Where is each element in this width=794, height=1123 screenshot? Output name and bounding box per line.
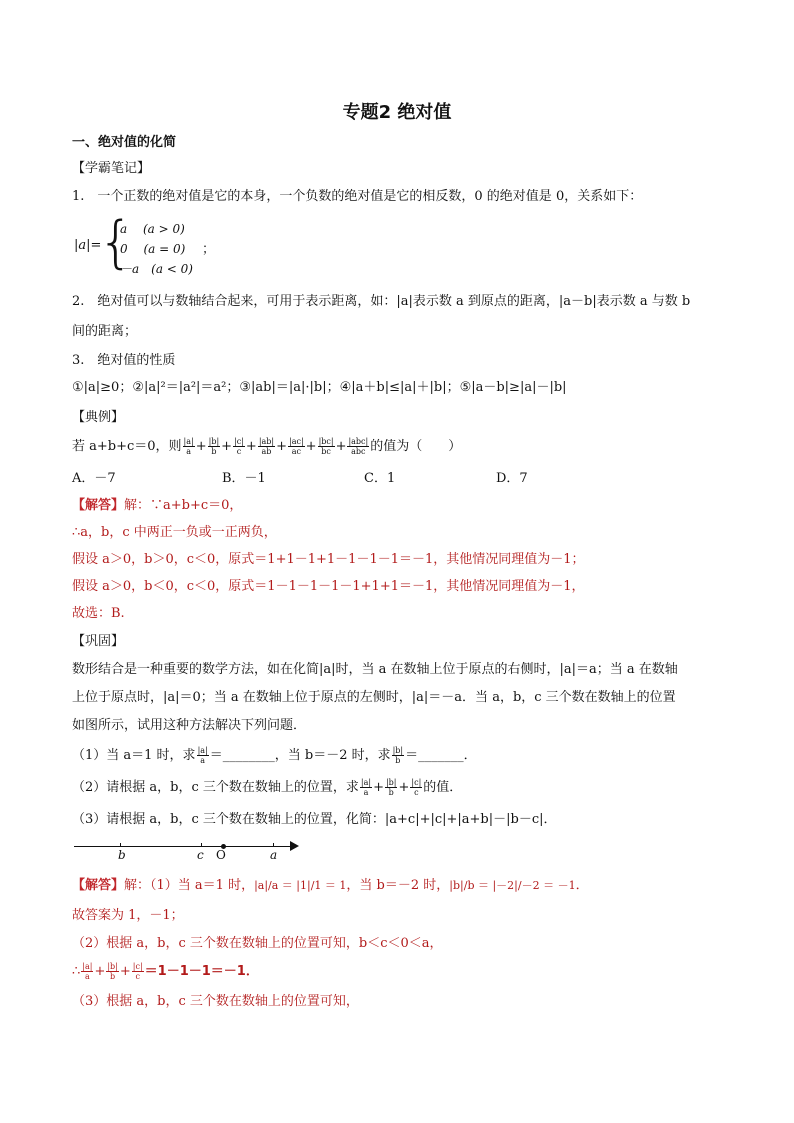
piecewise-case-2: 0 (a = 0) — [120, 242, 186, 256]
piecewise-semicolon: ； — [202, 242, 216, 257]
solution-line-1 — [72, 876, 589, 896]
point-label-o: O — [216, 848, 226, 862]
q1-prefix: （1）当 a＝1 时，求 — [72, 748, 196, 763]
solution-label: 【解答】 — [72, 878, 125, 893]
tick-a — [273, 843, 274, 847]
answer-label: 【解答】 — [72, 498, 125, 513]
point-label-b: b — [118, 848, 126, 862]
properties-line: ①|a|≥0；②|a|²＝|a²|＝a²；③|ab|＝|a|·|b|；④|a＋b|≤|a|＋|b|；⑤|a－b|≥|a|－|b| — [72, 380, 567, 395]
answer-text-1: 解：∵a+b+c＝0， — [124, 498, 243, 513]
number-line — [74, 836, 304, 866]
q1-fraction-a: $\frac{|a|}{a}$ — [197, 746, 208, 765]
answer-line-2: ∴a，b，c 中两正一负或一正两负， — [72, 525, 277, 540]
answer-line-4: 假设 a＞0，b＜0，c＜0，原式＝1－1－1－1－1+1+1＝－1，其他情况同理值为－1， — [72, 579, 585, 594]
solution-line-3: （2）根据 a，b，c 三个数在数轴上的位置可知，b＜c＜0＜a， — [72, 936, 443, 951]
paragraph-1: 1. 一个正数的绝对值是它的本身，一个负数的绝对值是它的相反数，0 的绝对值是 0，关系如下： — [72, 189, 643, 204]
sol-fraction-b: $\frac{|b|}{b}$ — [107, 962, 118, 981]
plus-sign: + — [245, 439, 257, 454]
consolidate-header: 【巩固】 — [72, 634, 125, 649]
example-fraction: $\frac{|b|}{b}$ — [208, 437, 220, 456]
example-fraction-sum — [182, 439, 371, 454]
solution-line-2: 故答案为 1，－1； — [72, 908, 184, 923]
option-d: D．7 — [496, 471, 528, 486]
example-prefix: 若 a+b+c＝0，则 — [72, 439, 182, 454]
option-a: A．－7 — [72, 471, 116, 486]
option-c: C．1 — [364, 471, 396, 486]
q2-suffix: 的值． — [423, 780, 463, 795]
example-fraction: $\frac{|bc|}{bc}$ — [318, 437, 334, 456]
point-label-c: c — [197, 848, 204, 862]
question-3: （3）请根据 a，b，c 三个数在数轴上的位置，化简：|a+c|+|c|+|a+b|－|b－c|． — [72, 812, 557, 827]
solution-text-mid: ，当 b＝－2 时， — [346, 878, 450, 893]
consolidate-text-1: 数形结合是一种重要的数学方法，如在化简|a|时，当 a 在数轴上位于原点的右侧时，|a|＝a；当 a 在数轴 — [72, 662, 678, 677]
solution-line-4: ∴ $\frac{|a|}{a}$ + $\frac{|b|}{b}$ + $\frac{|c|}{c}$ ＝1－1－1＝－1． — [72, 962, 259, 981]
q1-suffix: ＝_______． — [405, 748, 477, 763]
example-question — [72, 437, 461, 457]
option-b: B．－1 — [222, 471, 266, 486]
notes-header: 【学霸笔记】 — [72, 161, 151, 176]
q2-fraction-c: $\frac{|c|}{c}$ — [411, 778, 422, 797]
question-2: （2）请根据 a，b，c 三个数在数轴上的位置，求 $\frac{|a|}{a}$ + $\frac{|b|}{b}$ + $\frac{|c|}{c}$ 的值． — [72, 778, 463, 797]
q2-fraction-b: $\frac{|b|}{b}$ — [385, 778, 397, 797]
tick-c — [201, 843, 202, 847]
sol-fraction-a: $\frac{|a|}{a}$ — [82, 962, 93, 981]
brace-icon: { — [98, 210, 134, 275]
question-1 — [72, 746, 477, 766]
plus-sign: + — [221, 439, 233, 454]
paragraph-2-cont: 间的距离； — [72, 324, 138, 339]
paragraph-3: 3. 绝对值的性质 — [72, 353, 176, 368]
piecewise-lhs: |a|= — [74, 238, 102, 253]
example-fraction: $\frac{|a|}{a}$ — [183, 437, 194, 456]
number-line-axis — [74, 846, 294, 847]
q1-middle: ＝________，当 b＝－2 时，求 — [209, 748, 391, 763]
example-fraction: $\frac{|ac|}{ac}$ — [289, 437, 304, 456]
section-heading: 一、绝对值的化简 — [72, 135, 177, 150]
example-fraction: $\frac{|c|}{c}$ — [234, 437, 244, 456]
solution-end-mark: ． — [575, 878, 589, 893]
solution-line-5: （3）根据 a，b，c 三个数在数轴上的位置可知， — [72, 994, 359, 1009]
example-suffix: 的值为（ ） — [370, 439, 462, 454]
arrow-right-icon — [290, 841, 299, 851]
example-fraction: $\frac{\text{|abc|}}{\text{abc}}$ — [348, 437, 369, 456]
solution-fraction-2: |b|/b ＝ |－2|/－2 ＝ －1 — [449, 879, 576, 892]
consolidate-text-3: 如图所示，试用这种方法解决下列问题． — [72, 718, 307, 733]
example-fraction: $\frac{|ab|}{ab}$ — [258, 437, 275, 456]
q1-fraction-b: $\frac{|b|}{b}$ — [392, 746, 404, 765]
therefore-mark: ∴ — [72, 964, 81, 979]
sol-fraction-c: $\frac{|c|}{c}$ — [132, 962, 143, 981]
sol-result: ＝1－1－1＝－1． — [144, 964, 259, 979]
solution-fraction-1: |a|/a ＝ |1|/1 ＝ 1 — [254, 879, 347, 892]
plus-sign: + — [276, 439, 288, 454]
page-title: 专题2 绝对值 — [342, 102, 452, 123]
solution-text-1: 解：（1）当 a＝1 时， — [124, 878, 255, 893]
answer-line-5: 故选：B. — [72, 606, 125, 621]
plus-sign: + — [335, 439, 347, 454]
example-header: 【典例】 — [72, 410, 125, 425]
q2-prefix: （2）请根据 a，b，c 三个数在数轴上的位置，求 — [72, 780, 359, 795]
answer-line-1 — [72, 496, 242, 516]
consolidate-text-2: 上位于原点时，|a|＝0；当 a 在数轴上位于原点的左侧时，|a|＝－a．当 a，b，c 三个数在数轴上的位置 — [72, 690, 676, 705]
plus-sign: + — [195, 439, 207, 454]
q2-fraction-a: $\frac{|a|}{a}$ — [360, 778, 372, 797]
piecewise-definition — [72, 210, 272, 278]
paragraph-2: 2. 绝对值可以与数轴结合起来，可用于表示距离，如：|a|表示数 a 到原点的距离，|a－b|表示数 a 与数 b — [72, 294, 691, 309]
tick-b — [120, 843, 121, 847]
answer-line-3: 假设 a＞0，b＞0，c＜0，原式＝1+1－1+1－1－1－1＝－1，其他情况同理值为－1； — [72, 552, 585, 567]
plus-sign: + — [305, 439, 317, 454]
piecewise-case-1: a (a > 0) — [120, 222, 185, 236]
point-label-a: a — [270, 848, 278, 862]
piecewise-case-3: －a (a < 0) — [120, 262, 193, 276]
